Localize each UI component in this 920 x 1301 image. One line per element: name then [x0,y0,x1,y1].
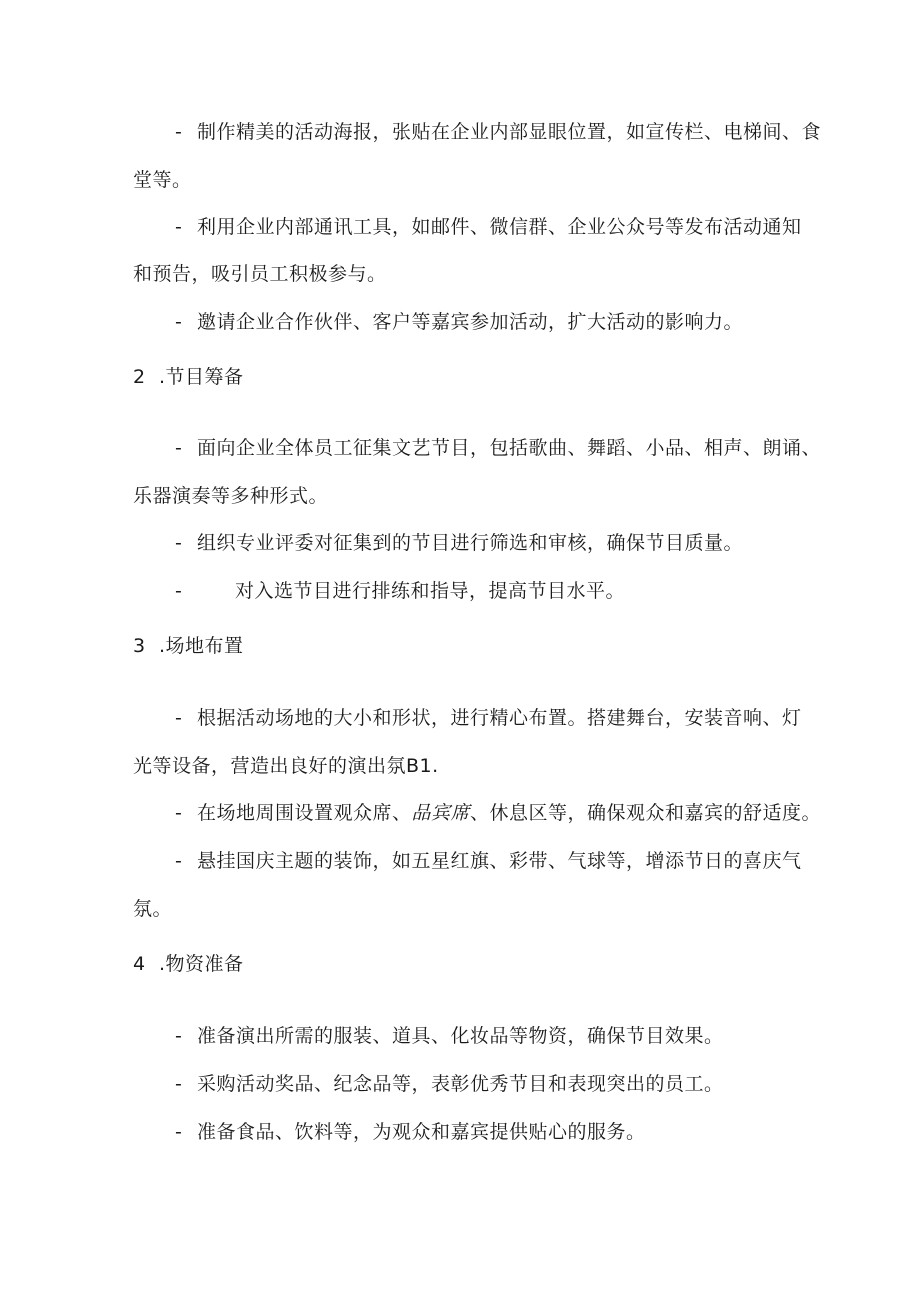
program-item-1-text: 面向企业全体员工征集文艺节目，包括歌曲、舞蹈、小品、相声、朗诵、 [197,437,822,459]
program-item-3 [175,579,625,603]
publicity-item-1 [175,120,821,144]
publicity-item-2-cont: 和预告，吸引员工积极参与。 [133,263,387,285]
venue-item-3-text: 悬挂国庆主题的装饰，如五星红旗、彩带、气球等，增添节日的喜庆气 [197,850,802,872]
bullet-dash: - [175,1121,183,1143]
section-title: .物资准备 [159,953,244,975]
program-item-1 [175,436,821,460]
bullet-dash: - [175,707,183,729]
bullet-dash: - [175,1073,183,1095]
section-number: 3 [133,635,146,657]
venue-item-3-cont: 氛。 [133,898,173,920]
venue-item-2 [175,801,821,825]
materials-item-1-text: 准备演出所需的服装、道具、化妆品等物资，确保节目效果。 [197,1025,724,1047]
bullet-dash: - [175,121,183,143]
section-title: .场地布置 [159,635,244,657]
venue-item-2-text-a: 在场地周围设置观众席、 [197,802,412,824]
venue-item-3 [175,849,802,873]
venue-item-2-text-b: 、休息区等，确保观众和嘉宾的舒适度。 [470,802,822,824]
materials-item-3-text: 准备食品、饮料等，为观众和嘉宾提供贴心的服务。 [197,1121,646,1143]
venue-item-2-text-italic: 品宾席 [411,802,471,824]
materials-item-1 [175,1024,724,1048]
section-number: 4 [133,953,146,975]
venue-item-1-text: 根据活动场地的大小和形状，进行精心布置。搭建舞台，安装音响、灯 [197,707,802,729]
program-item-2-text: 组织专业评委对征集到的节目进行筛选和审核，确保节目质量。 [197,532,744,554]
bullet-dash: - [175,437,183,459]
program-item-2 [175,531,743,555]
publicity-item-2 [175,215,802,239]
bullet-dash: - [175,311,183,333]
bullet-dash: - [175,850,183,872]
materials-item-3 [175,1120,646,1144]
materials-item-2 [175,1072,724,1096]
section-heading-materials [133,952,244,976]
publicity-item-3 [175,310,743,334]
publicity-item-1-text: 制作精美的活动海报，张贴在企业内部显眼位置，如宣传栏、电梯间、食 [197,121,822,143]
section-heading-program [133,365,244,389]
publicity-item-3-text: 邀请企业合作伙伴、客户等嘉宾参加活动，扩大活动的影响力。 [197,311,744,333]
section-heading-venue [133,634,244,658]
program-item-1-cont: 乐器演奏等多种形式。 [133,485,329,507]
venue-item-1 [175,706,802,730]
section-number: 2 [133,366,146,388]
section-title: .节目筹备 [159,366,244,388]
bullet-dash: - [175,1025,183,1047]
bullet-dash: - [175,532,183,554]
publicity-item-1-cont: 堂等。 [133,169,192,191]
bullet-dash: - [175,216,183,238]
publicity-item-2-text: 利用企业内部通讯工具，如邮件、微信群、企业公众号等发布活动通知 [197,216,802,238]
bullet-dash: - [175,802,183,824]
program-item-3-text: 对入选节目进行排练和指导，提高节目水平。 [235,580,626,602]
venue-item-1-cont: 光等设备，营造出良好的演出氛B1. [133,755,439,777]
bullet-dash: - [175,580,183,602]
materials-item-2-text: 采购活动奖品、纪念品等，表彰优秀节目和表现突出的员工。 [197,1073,724,1095]
